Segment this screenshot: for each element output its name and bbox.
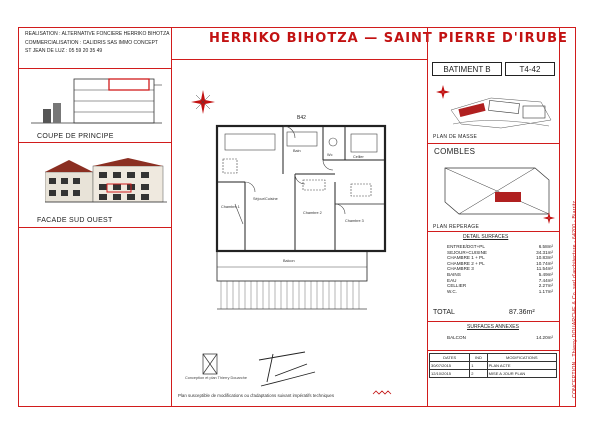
room-chambre1: Chambre 1 <box>221 205 240 209</box>
facade-drawing <box>45 158 167 206</box>
room-bain: Bain <box>293 149 301 153</box>
page-title: HERRIKO BIHOTZA — SAINT PIERRE D'IRUBE <box>209 31 568 46</box>
surface-name: CHAMBRE 3 <box>447 266 474 272</box>
commercialisation-text: COMMERCIALISATION : CALIDRIS SAS IMMO CONCEPT <box>25 39 158 46</box>
detail-title: DETAIL SURFACES <box>463 234 509 240</box>
surface-value: 6.58m² <box>538 244 553 249</box>
table-row <box>430 370 557 378</box>
table-row <box>445 335 555 341</box>
modifications-header: IND <box>470 354 487 362</box>
modification-text: MISE A JOUR PLAN <box>487 370 556 378</box>
annexe-name: BALCON <box>447 335 466 340</box>
annexe-value: 14.20m² <box>536 335 553 340</box>
divider <box>427 143 559 144</box>
room-balcon: Balcon <box>283 259 295 263</box>
plan-masse-drawing <box>431 80 555 136</box>
surface-value: 11.54m² <box>536 266 553 272</box>
room-chambre2: Chambre 2 <box>303 211 322 215</box>
modifications-table <box>429 353 557 378</box>
surface-value: 10.83m² <box>536 255 553 261</box>
plan-disclaimer: Plan susceptible de modifications ou d'adaptations suivant impératifs techniques <box>178 393 335 398</box>
room-wc: Wc <box>327 153 333 157</box>
divider <box>19 68 171 69</box>
surface-name: CHAMBRE 2 + PL <box>447 260 485 266</box>
batiment-box <box>432 62 502 76</box>
surface-value: 5.49m² <box>538 271 553 277</box>
facade-label: FACADE SUD OUEST <box>37 217 113 224</box>
divider <box>427 321 559 322</box>
plan-masse-label: PLAN DE MASSE <box>433 134 478 140</box>
surface-value: 10.74m² <box>536 260 553 266</box>
room-sejour: Séjour/Cuisine <box>253 197 278 201</box>
surface-name: BAINS <box>447 271 461 277</box>
total-label: TOTAL <box>433 309 455 316</box>
plan-reperage-label: PLAN REPERAGE <box>433 224 480 230</box>
room-chambre3: Chambre 3 <box>345 219 364 223</box>
divider <box>19 142 171 143</box>
modifications-header: MODIFICATIONS <box>487 354 556 362</box>
floor-plan <box>175 64 423 399</box>
room-cellier: Cellier <box>353 155 364 159</box>
contact-text: ST JEAN DE LUZ : 05 59 20 35 49 <box>25 48 103 54</box>
surface-name: CELLIER <box>447 283 467 289</box>
detail-table <box>445 244 555 294</box>
combles-label: COMBLES <box>434 147 476 156</box>
annexes-table <box>445 335 555 341</box>
surface-name: ENTREE/DGT+PL <box>447 244 485 249</box>
batiment-label: BATIMENT B <box>443 64 491 74</box>
surface-name: W.C. <box>447 288 457 294</box>
realisation-text: REALISATION : ALTERNATIVE FONCIERE HERRIKO BIHOTZA <box>25 31 170 37</box>
architect-signature <box>259 352 315 386</box>
modification-text: PLAN ACTE <box>487 362 556 370</box>
annexes-title: SURFACES ANNEXES <box>467 324 519 330</box>
divider <box>171 59 427 60</box>
table-row <box>430 362 557 370</box>
surface-name: EAU <box>447 277 457 283</box>
divider <box>427 350 559 351</box>
coupe-label: COUPE DE PRINCIPE <box>37 133 114 140</box>
surface-value: 34.31m² <box>536 249 553 255</box>
surface-value: 7.44m² <box>538 277 553 283</box>
divider <box>427 231 559 232</box>
divider <box>19 227 171 228</box>
architect-vertical: CONCEPTION : Thierry DOUARCHE & Co. sarl d'architecture - 64200 - Biarritz <box>572 200 578 398</box>
combles-drawing <box>439 158 557 224</box>
modification-ind: 1 <box>470 362 487 370</box>
surface-value: 2.27m² <box>538 283 553 289</box>
plan-sheet <box>18 27 576 407</box>
surface-name: SEJOUR+CUISINE <box>447 249 487 255</box>
lot-label: T4-42 <box>519 64 541 74</box>
surface-value: 1.17m² <box>538 288 553 294</box>
table-row <box>445 289 555 295</box>
divider <box>171 28 172 406</box>
total-value: 87.36m² <box>509 309 535 316</box>
lot-box <box>505 62 555 76</box>
compass-icon <box>191 90 215 114</box>
coupe-drawing <box>29 73 164 133</box>
surface-name: CHAMBRE 1 + PL <box>447 255 485 261</box>
modification-date: 30/07/2015 <box>430 362 470 370</box>
lot-code-text: B42 <box>297 115 306 121</box>
modification-date: 12/10/2015 <box>430 370 470 378</box>
architect-logo-caption: Conception et plan Thierry Douarche <box>185 376 247 380</box>
divider <box>559 28 560 406</box>
header-info <box>25 30 169 56</box>
modification-ind: 2 <box>470 370 487 378</box>
architect-logo <box>203 354 217 374</box>
modifications-header: DATES <box>430 354 470 362</box>
